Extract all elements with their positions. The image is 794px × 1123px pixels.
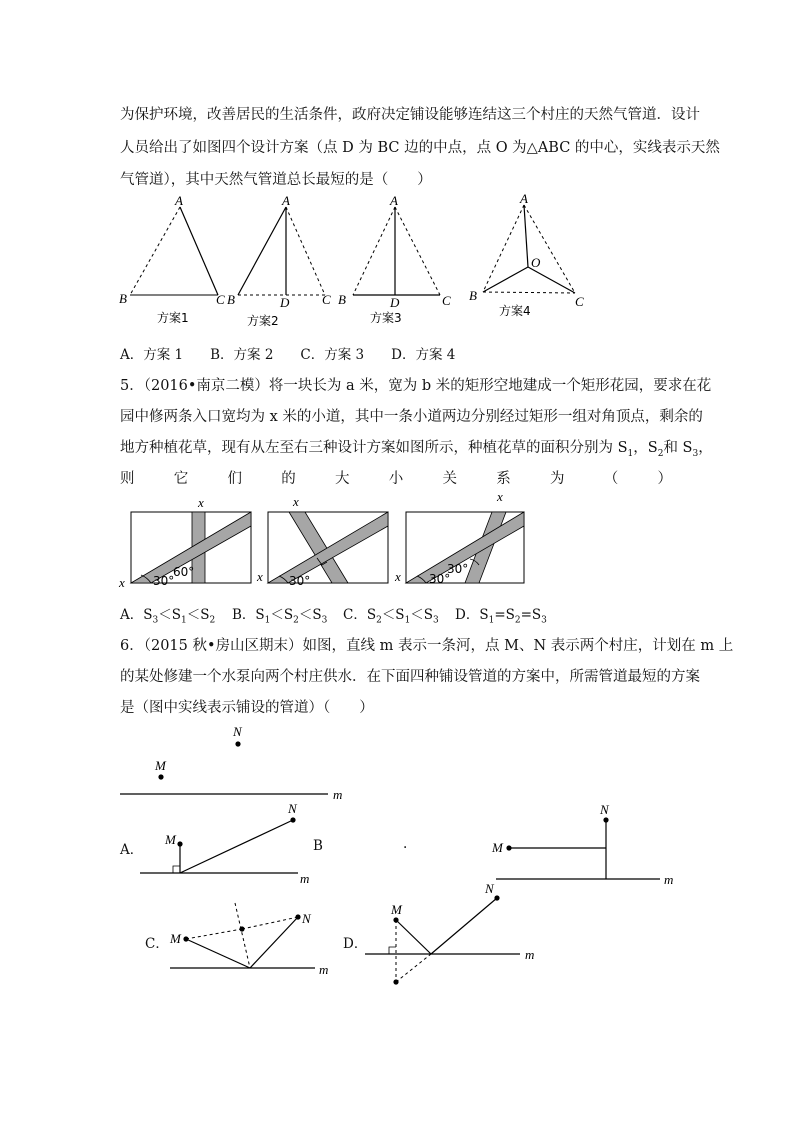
q6-a-label-m-line: m: [300, 871, 310, 886]
q6-b-label-n: N: [600, 802, 609, 817]
q4-figure-scheme2: [225, 195, 340, 330]
q5-line3-main: 地方种植花草，现有从左至右三种设计方案如图所示，种植花草的面积分别为 S: [120, 440, 628, 456]
q5-fig2-angle-30: 30°: [289, 574, 311, 588]
q5-word: 小: [388, 471, 404, 487]
q5-line3-end: ，: [698, 440, 713, 456]
q6-main-label-m-point: M: [155, 758, 166, 773]
q4-text-line3: 气管道），其中天然气管道总长最短的是（ ）: [120, 172, 432, 188]
q4-s3-label-c: C: [442, 293, 451, 308]
q5-fig3-angle-30: 30°: [429, 572, 451, 586]
q5-word: 大: [335, 471, 350, 487]
q5-word: 它: [173, 471, 189, 487]
q5-option-c: C．$S_2<S_1<S_3$: [343, 607, 439, 626]
q6-a-label-n: N: [288, 801, 297, 816]
q5-word: 为: [550, 471, 565, 487]
q5-word: （: [603, 471, 619, 487]
q4-s1-label-c: C: [216, 292, 225, 307]
q4-s4-caption: 方案4: [499, 304, 531, 318]
q6-main-label-n: N: [233, 724, 242, 739]
q5-line3-sub3: 3: [692, 448, 699, 459]
q4-s4-label-a: A: [520, 191, 528, 206]
q6-d-label-m-point: M: [391, 902, 402, 917]
q5-fig1-label-x-top: x: [198, 495, 204, 510]
q5-word: 们: [227, 471, 242, 487]
q6-a-label-m-point: M: [165, 832, 176, 847]
q6-main-label-m-line: m: [333, 787, 343, 802]
q4-figure-scheme1: [115, 195, 230, 325]
q6-figure-d: [360, 880, 550, 995]
q6-b-label-m-line: m: [664, 872, 674, 887]
q5-fig2-label-x-left: x: [257, 569, 263, 584]
q6-option-a-label: A．: [120, 842, 144, 858]
q5-fig3-angle-30b: 30°: [447, 562, 469, 576]
q6-option-c-label: C．: [145, 936, 169, 952]
q4-s3-caption: 方案3: [370, 311, 402, 325]
q4-s4-label-c: C: [575, 294, 584, 309]
q5-figure-right: [395, 489, 535, 595]
q4-options: A．方案 1 B．方案 2 C．方案 3 D．方案 4: [120, 347, 456, 363]
q4-text-line1: 为保护环境，改善居民的生活条件，政府决定铺设能够连结这三个村庄的天然气管道．设计: [120, 107, 700, 123]
q6-text-line3: 是（图中实线表示铺设的管道）（ ）: [120, 700, 374, 716]
q4-s2-label-d: D: [280, 295, 290, 310]
q4-figure-scheme4: [465, 191, 595, 325]
q6-c-label-m-point: M: [170, 931, 181, 946]
q5-figure-left: [115, 495, 260, 595]
q6-b-label-m-point: M: [492, 840, 503, 855]
q5-word: 则: [120, 471, 135, 487]
q4-s3-label-d: D: [390, 295, 400, 310]
q6-c-label-n: N: [302, 911, 311, 926]
q5-word: 关: [442, 471, 457, 487]
q5-word: ）: [657, 471, 672, 487]
q6-figure-main: [115, 722, 355, 802]
q4-s2-label-c: C: [322, 292, 331, 307]
q6-figure-a: [135, 798, 315, 888]
q5-option-a: A．$S_3<S_1<S_2$: [120, 607, 216, 626]
q4-s1-caption: 方案1: [157, 311, 189, 325]
q6-d-label-m-line: m: [525, 947, 535, 962]
q5-fig1-angle-60: 60°: [173, 565, 195, 579]
q5-figure-middle: [255, 495, 395, 595]
q4-text-line2: 人员给出了如图四个设计方案（点 D 为 BC 边的中点，点 O 为△ABC 的中心，实线表示天然: [120, 140, 720, 156]
q6-option-d-label: D．: [343, 936, 368, 952]
q6-d-label-n: N: [485, 881, 494, 896]
q5-text-line2: 园中修两条入口宽均为 x 米的小道，其中一条小道两边分别经过矩形一组对角顶点，剩余的: [120, 409, 703, 425]
q4-s3-label-b: B: [338, 292, 346, 307]
q4-s3-label-a: A: [390, 193, 398, 208]
q4-s1-label-b: B: [119, 291, 127, 306]
q4-s1-label-a: A: [175, 193, 183, 208]
q4-figure-scheme3: [335, 195, 460, 330]
q5-word: 系: [496, 471, 511, 487]
q5-text-line3: [120, 436, 713, 459]
q4-s4-label-o: O: [531, 255, 541, 270]
q5-fig3-label-x-left: x: [395, 569, 401, 584]
q5-word: 的: [281, 471, 296, 487]
q6-c-label-m-line: m: [319, 962, 329, 977]
q5-text-line4: [120, 467, 672, 488]
q5-text-line1: 5．（2016•南京二模）将一块长为 a 米，宽为 b 米的矩形空地建成一个矩形花园，要求在花: [120, 378, 712, 394]
q4-s4-label-b: B: [469, 288, 477, 303]
q5-fig3-label-x-top: x: [497, 489, 503, 504]
q6-figure-c: [165, 895, 340, 980]
q5-fig2-label-x-top: x: [293, 494, 299, 509]
q4-s2-caption: 方案2: [247, 314, 279, 328]
q5-fig1-label-x-left: x: [119, 575, 125, 590]
q5-line3-sub1: 1: [627, 448, 634, 459]
q5-line3-mid2: 和 S: [663, 440, 693, 456]
q6-figure-b: [488, 800, 683, 890]
q4-s2-label-b: B: [227, 292, 235, 307]
q6-text-line1: 6．（2015 秋•房山区期末）如图，直线 m 表示一条河，点 M、N 表示两个村庄，计划在 m 上: [120, 638, 734, 654]
q5-option-b: B．$S_1<S_2<S_3$: [232, 607, 328, 626]
q5-option-d: D．$S_1=S_2=S_3$: [455, 607, 547, 626]
q5-line3-mid: ，S: [633, 440, 658, 456]
q6-text-line2: 的某处修建一个水泵向两个村庄供水．在下面四种铺设管道的方案中，所需管道最短的方案: [120, 669, 700, 685]
q5-fig1-angle-30: 30°: [153, 574, 175, 588]
q5-line3-sub2: 2: [657, 448, 664, 459]
q4-s2-label-a: A: [282, 193, 290, 208]
q6-option-b-dot: .: [403, 836, 408, 852]
q6-option-b-label: B: [313, 838, 323, 854]
